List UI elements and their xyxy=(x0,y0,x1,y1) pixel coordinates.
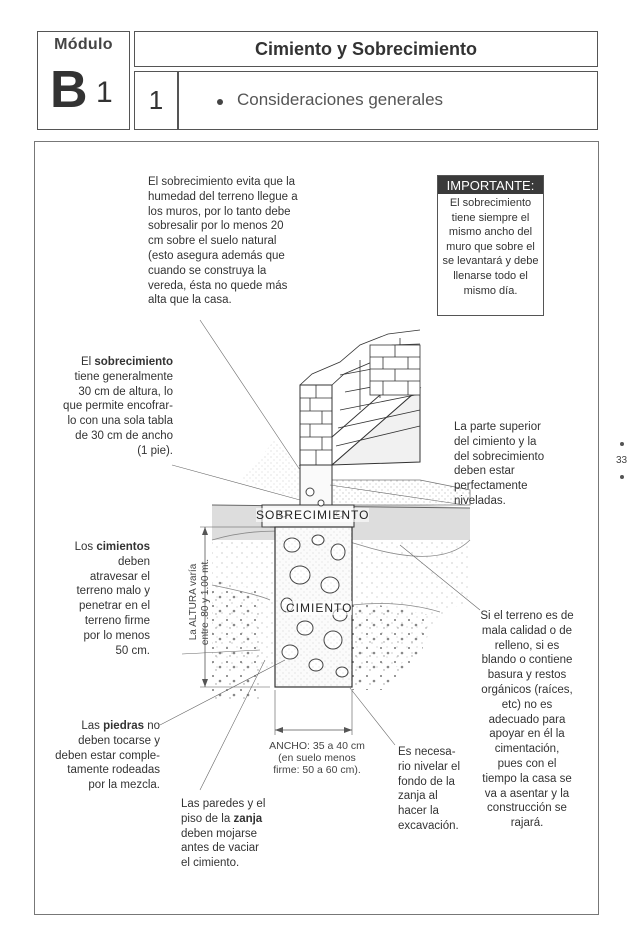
altura-line-1: La ALTURA varía xyxy=(188,563,199,641)
ancho-line-1: ANCHO: 35 a 40 cm xyxy=(269,740,365,752)
ancho-line-3: firme: 50 a 60 cm). xyxy=(273,764,361,776)
note-line: lo con una sola tabla xyxy=(67,415,173,428)
note-line: deben xyxy=(118,555,150,568)
note-terreno xyxy=(474,609,580,831)
note-line: deben mojarse xyxy=(181,827,258,840)
note-line: Si el terreno es de xyxy=(480,610,574,622)
note-line: del sobrecimiento xyxy=(454,450,545,463)
note-paredes xyxy=(181,797,291,871)
note-line: apoyar en él la xyxy=(489,728,565,741)
note-bold: cimientos xyxy=(96,541,150,553)
note-line: Es necesa- xyxy=(398,746,456,758)
note-humidity xyxy=(148,175,318,308)
note-line: blando o contiene xyxy=(481,654,573,667)
note-line: El sobrecimiento xyxy=(449,197,532,209)
note-line: alta que la casa. xyxy=(148,294,232,307)
note-line: deben estar xyxy=(454,465,515,478)
note-line: El sobrecimiento evita que la xyxy=(148,176,296,188)
note-line: que permite encofrar- xyxy=(63,400,173,413)
note-line: deben estar comple- xyxy=(55,749,160,762)
section-title: Consideraciones generales xyxy=(237,90,444,109)
note-line: relleno, si es xyxy=(494,639,560,652)
note-line: tamente rodeadas xyxy=(67,764,160,777)
note-line: basura y restos xyxy=(487,669,567,682)
note-line: 50 cm. xyxy=(115,644,150,657)
note-text: Las xyxy=(81,720,100,732)
note-bold: zanja xyxy=(233,812,263,825)
note-line: atravesar el xyxy=(89,570,150,583)
note-bold: sobrecimiento xyxy=(94,356,173,368)
note-line: mala calidad o de xyxy=(481,624,573,637)
note-line: penetrar en el xyxy=(79,600,150,613)
importante-body xyxy=(438,194,543,298)
note-line: tiene siempre el xyxy=(451,211,530,224)
note-bold: piedras xyxy=(103,720,144,732)
note-line: tiempo la casa se xyxy=(482,772,572,785)
note-line: llenarse todo el xyxy=(453,269,528,282)
note-line: niveladas. xyxy=(454,494,506,507)
note-line: 30 cm de altura, lo xyxy=(78,385,173,398)
note-line: orgánicos (raíces, xyxy=(481,683,573,696)
note-line: construcción se xyxy=(487,802,567,815)
note-line: cm sobre el suelo natural xyxy=(148,235,277,248)
note-line: muro que sobre el xyxy=(446,240,535,253)
note-line: antes de vaciar xyxy=(181,842,259,855)
note-line: adecuado para xyxy=(488,713,566,726)
section-number: 1 xyxy=(148,85,164,115)
note-line: hacer la xyxy=(398,805,439,818)
importante-heading: IMPORTANTE: xyxy=(438,176,543,194)
note-line: terreno malo y xyxy=(76,585,150,598)
dot-icon xyxy=(620,442,624,446)
note-line: los muros, por lo tanto debe xyxy=(148,205,291,218)
sobrecimiento-label: SOBRECIMIENTO xyxy=(256,508,370,522)
altura-line-2: entre .80 y 1.00 mt. xyxy=(200,558,211,646)
ancho-label xyxy=(252,740,382,776)
cimiento-label: CIMIENTO xyxy=(286,601,353,615)
note-line: pues con el xyxy=(497,757,557,770)
note-line: de 30 cm de ancho xyxy=(75,429,173,442)
ground-right-lower xyxy=(352,600,430,690)
note-line: cuando se construya la xyxy=(148,264,267,277)
note-nivelar xyxy=(398,745,468,834)
note-line: terreno firme xyxy=(84,614,150,627)
note-superior xyxy=(454,420,564,509)
note-line: excavación. xyxy=(398,819,459,832)
ancho-line-2: (en suelo menos xyxy=(278,752,356,764)
ground-lower xyxy=(212,580,260,700)
page-title: Cimiento y Sobrecimiento xyxy=(254,39,478,59)
note-text: piso de la xyxy=(181,812,231,825)
note-line: humedad del terreno llegue a xyxy=(148,190,298,203)
note-line: se levantará y debe xyxy=(442,255,539,268)
note-text: Los xyxy=(74,541,94,553)
module-label: Módulo xyxy=(54,36,113,53)
note-line: (1 pie). xyxy=(137,444,173,457)
note-line: etc) no es xyxy=(501,698,553,711)
note-line: del cimiento y la xyxy=(454,435,537,448)
note-line: sobresalir por lo menos 20 xyxy=(148,220,284,233)
altura-label xyxy=(188,542,212,662)
note-line: deben tocarse y xyxy=(78,734,160,747)
note-line: zanja al xyxy=(398,790,438,803)
dot-icon xyxy=(620,475,624,479)
note-line: tiene generalmente xyxy=(74,370,173,383)
note-line: (esto asegura además que xyxy=(148,249,285,262)
note-text: no xyxy=(147,720,160,732)
note-line: rajará. xyxy=(510,817,544,830)
note-piedras xyxy=(50,719,160,793)
importante-box xyxy=(437,175,544,316)
note-line: vereda, ésta no quede más xyxy=(148,279,288,292)
note-line: Las paredes y el xyxy=(181,798,266,810)
note-line: el cimiento. xyxy=(181,857,240,870)
note-line: por la mezcla. xyxy=(88,779,160,792)
note-text: El xyxy=(80,356,92,368)
module-code: B xyxy=(50,61,88,119)
note-line: La parte superior xyxy=(454,421,541,433)
module-number: 1 xyxy=(96,76,113,109)
note-cimientos xyxy=(60,540,150,658)
note-line: va a asentar y la xyxy=(484,787,570,800)
note-line: mismo ancho del xyxy=(448,226,533,239)
note-line: cimentación, xyxy=(494,743,560,756)
note-line: mismo día. xyxy=(463,284,518,297)
note-line: perfectamente xyxy=(454,480,528,493)
note-line: por lo menos xyxy=(83,629,150,642)
page-number: 33 xyxy=(616,455,628,466)
note-line: rio nivelar el xyxy=(398,760,460,773)
floor-slab xyxy=(330,480,470,505)
note-line: fondo de la xyxy=(398,775,455,788)
note-sobrecimiento xyxy=(60,355,173,459)
